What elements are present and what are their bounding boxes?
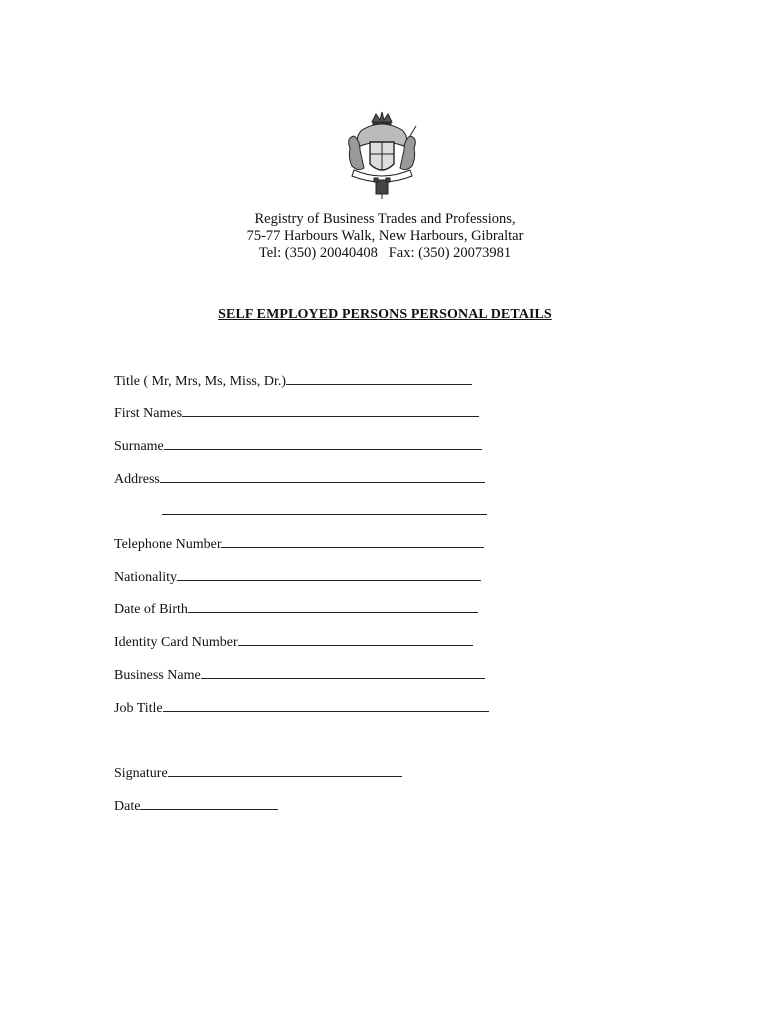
job-title-field[interactable]: [114, 699, 489, 717]
address-line-2[interactable]: [162, 514, 487, 515]
signature-label: Signature: [114, 766, 168, 781]
date-line[interactable]: [140, 797, 278, 810]
id-card-field[interactable]: [114, 633, 473, 651]
nationality-field[interactable]: [114, 568, 481, 586]
coat-of-arms-icon: [340, 108, 424, 200]
dob-label: Date of Birth: [114, 602, 188, 617]
form-title: SELF EMPLOYED PERSONS PERSONAL DETAILS: [218, 307, 552, 322]
address-label: Address: [114, 472, 160, 487]
registry-name: Registry of Business Trades and Professions,: [254, 211, 516, 227]
surname-line[interactable]: [164, 437, 482, 450]
business-name-line[interactable]: [201, 666, 485, 679]
first-names-field[interactable]: [114, 404, 479, 422]
date-field[interactable]: [114, 797, 278, 815]
dob-field[interactable]: [114, 600, 478, 618]
id-card-line[interactable]: [238, 633, 473, 646]
address-field[interactable]: [114, 470, 485, 488]
signature-field[interactable]: [114, 764, 402, 782]
date-label: Date: [114, 799, 141, 814]
business-name-field[interactable]: [114, 666, 485, 684]
first-names-line[interactable]: [182, 404, 479, 417]
title-field[interactable]: [114, 372, 472, 390]
telephone-field[interactable]: [114, 535, 484, 553]
job-title-line[interactable]: [163, 699, 489, 712]
nationality-line[interactable]: [177, 568, 481, 581]
signature-line[interactable]: [168, 764, 402, 777]
telephone-line[interactable]: [221, 535, 484, 548]
business-name-label: Business Name: [114, 668, 201, 683]
registry-contact: Tel: (350) 20040408 Fax: (350) 20073981: [258, 245, 512, 261]
surname-label: Surname: [114, 439, 164, 454]
nationality-label: Nationality: [114, 570, 177, 585]
first-names-label: First Names: [114, 406, 183, 421]
job-title-label: Job Title: [114, 701, 163, 716]
telephone-label: Telephone Number: [114, 537, 222, 552]
registry-address: 75-77 Harbours Walk, New Harbours, Gibraltar: [246, 228, 524, 244]
id-card-label: Identity Card Number: [114, 635, 238, 650]
dob-line[interactable]: [188, 600, 478, 613]
title-label: Title ( Mr, Mrs, Ms, Miss, Dr.): [114, 374, 287, 389]
title-line[interactable]: [286, 372, 472, 385]
address-line[interactable]: [160, 470, 485, 483]
registry-address-block: [0, 211, 770, 262]
surname-field[interactable]: [114, 437, 482, 455]
